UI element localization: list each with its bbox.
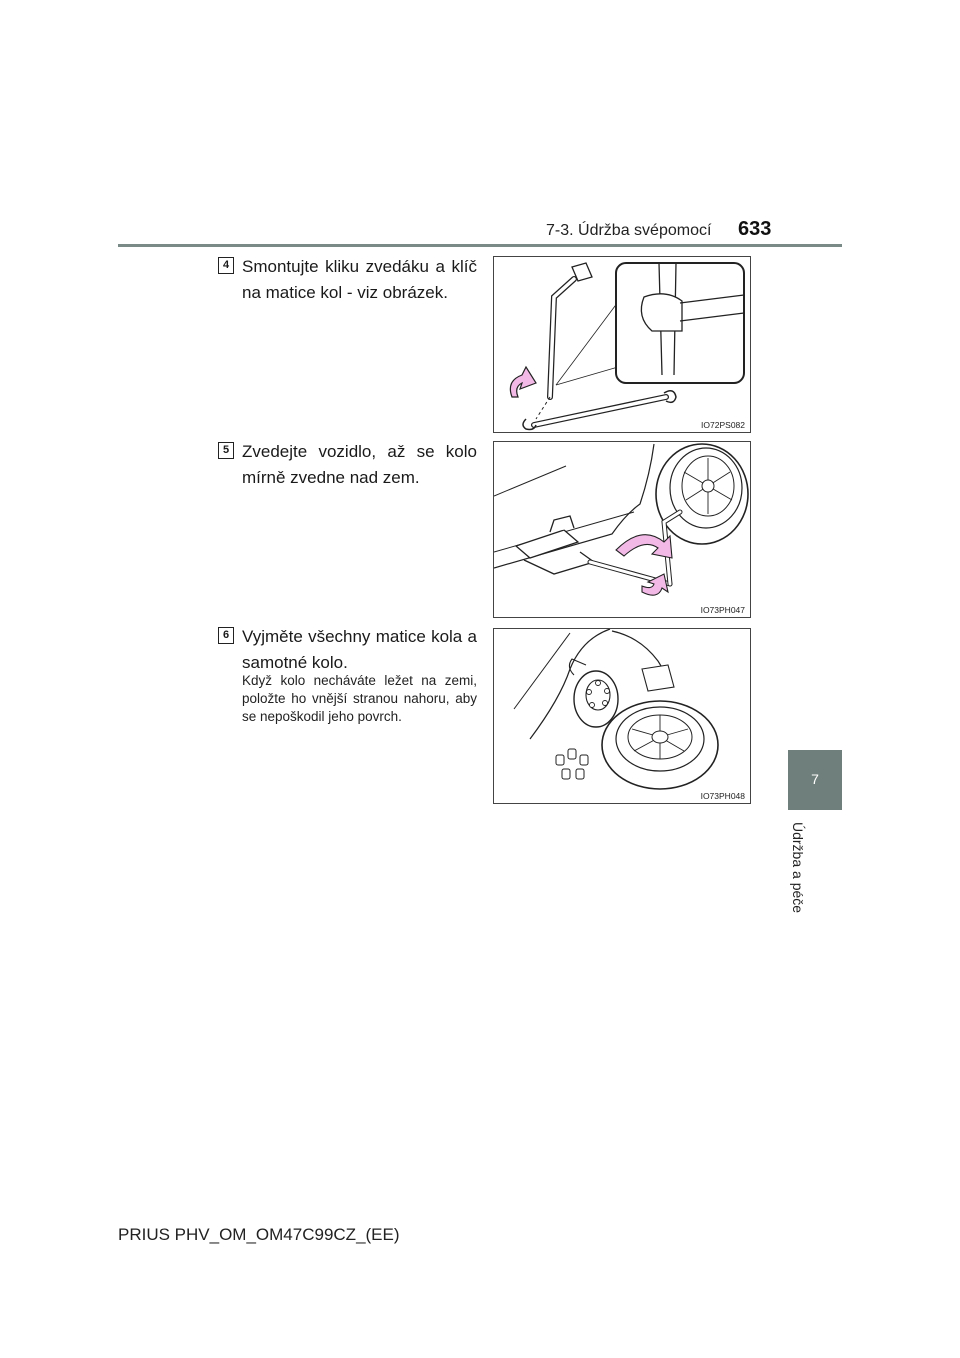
figure-code: IO73PH047 <box>700 605 745 615</box>
chapter-title: Údržba a péče <box>790 822 806 914</box>
chapter-tab: 7 <box>788 750 842 810</box>
step-6-badge: 6 <box>218 627 234 644</box>
step-5-badge: 5 <box>218 442 234 459</box>
page-number: 633 <box>738 218 772 240</box>
jack-handle-illustration <box>494 257 750 432</box>
step-5-text: Zvedejte vozidlo, až se kolo mírně zvedne nad zem. <box>242 442 477 487</box>
removed-wheel-illustration <box>494 629 750 803</box>
section-header: 7-3. Údržba svépomocí <box>546 222 712 239</box>
figure-code: IO73PH048 <box>700 791 745 801</box>
lifting-vehicle-illustration <box>494 442 750 617</box>
figure-lifting-vehicle <box>493 441 751 618</box>
figure-removed-wheel <box>493 628 751 804</box>
step-4-badge: 4 <box>218 257 234 274</box>
figure-code: IO72PS082 <box>701 420 745 430</box>
document-id: PRIUS PHV_OM_OM47C99CZ_(EE) <box>118 1225 400 1244</box>
step-6-text: Vyjměte všechny matice kola a samotné kolo. <box>242 627 477 672</box>
step-6-note: Když kolo necháváte ležet na zemi, položte ho vnější stranou nahoru, aby se nepoškodil jeho povrch. <box>242 673 477 724</box>
figure-jack-handle-assembly <box>493 256 751 433</box>
header-divider <box>118 244 842 247</box>
step-4-text: Smontujte kliku zvedáku a klíč na matice kol - viz obrázek. <box>242 257 477 302</box>
